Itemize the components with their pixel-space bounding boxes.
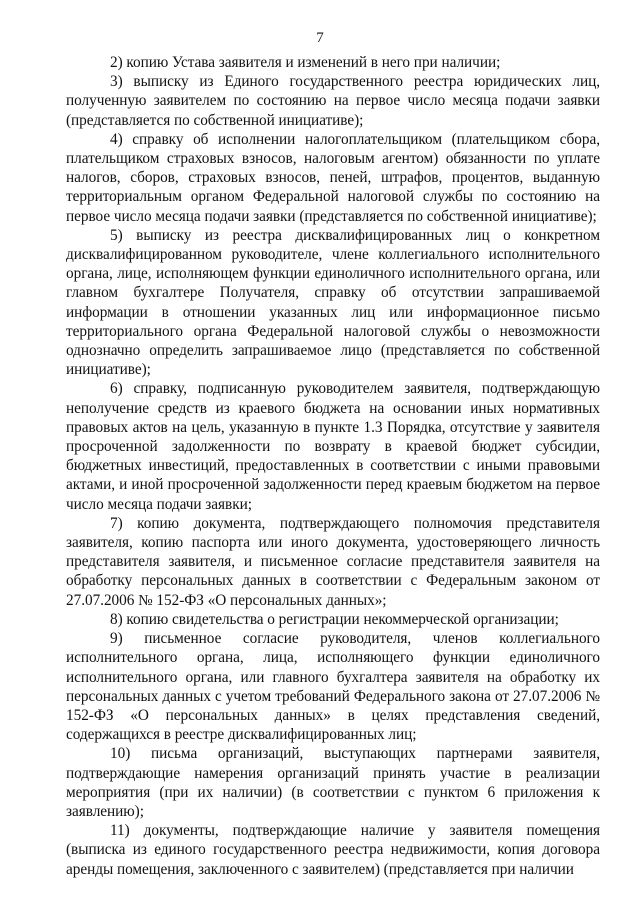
paragraph-item-10: 10) письма организаций, выступающих партнерами заявителя, подтверждающие намерения организаций принять участие в реализации мероприятия (при их наличии) (в соответствии с пунктом 6 приложения к заявлению);	[66, 745, 600, 820]
page-number: 7	[316, 30, 324, 46]
paragraph-item-6: 6) справку, подписанную руководителем заявителя, подтверждающую неполучение средств из краевого бюджета на основании иных нормативных правовых актов на цель, указанную в пункте 1.3 Порядка, отсутствие у заявителя просроченной задолженности по возврату в краевой бюджет субсидии, бюджетных инвестиций, предоставленных в соответствии с иными правовыми актами, и иной просроченной задолженности перед краевым бюджетом на первое число месяца подачи заявки;	[66, 380, 600, 513]
paragraph-item-11: 11) документы, подтверждающие наличие у заявителя помещения (выписка из единого государственного реестра недвижимости, копия договора аренды помещения, заключенного с заявителем) (представляется при наличии	[66, 822, 600, 878]
paragraph-item-9: 9) письменное согласие руководителя, членов коллегиального исполнительного органа, лица, исполняющего функции единоличного исполнительного органа, или главного бухгалтера заявителя на обработку их персональных данных с учетом требований Федерального закона от 27.07.2006 № 152-ФЗ «О персональных данных» в целях представления сведений, содержащихся в реестре дисквалифицированных лиц;	[66, 630, 600, 744]
paragraph-item-3: 3) выписку из Единого государственного реестра юридических лиц, полученную заявителем по состоянию на первое число месяца подачи заявки (представляется по собственной инициативе);	[66, 73, 600, 129]
paragraph-item-5: 5) выписку из реестра дисквалифицированных лиц о конкретном дисквалифицированном руководителе, члене коллегиального исполнительного органа, лице, исполняющем функции единоличного исполнительного органа, или главном бухгалтере Получателя, справку об отсутствии запрашиваемой информации в отношении указанных лиц или информационное письмо территориального органа Федеральной налоговой службы о невозможности однозначно определить запрашиваемое лицо (представляется по собственной инициативе);	[66, 226, 600, 379]
paragraph-item-7: 7) копию документа, подтверждающего полномочия представителя заявителя, копию паспорта или иного документа, удостоверяющего личность представителя заявителя, и письменное согласие представителя заявителя на обработку персональных данных в соответствии с Федеральным законом от 27.07.2006 № 152-ФЗ «О персональных данных»;	[66, 514, 600, 609]
paragraph-item-8: 8) копию свидетельства о регистрации некоммерческой организации;	[110, 610, 559, 628]
document-body	[66, 53, 600, 879]
paragraph-item-2: 2) копию Устава заявителя и изменений в него при наличии;	[110, 54, 501, 71]
paragraph-item-4: 4) справку об исполнении налогоплательщиком (плательщиком сбора, плательщиком страховых взносов, налоговым агентом) обязанности по уплате налогов, сборов, страховых взносов, пеней, штрафов, процентов, выданную территориальным органом Федеральной налоговой службы по состоянию на первое число месяца подачи заявки (представляется по собственной инициативе);	[66, 130, 600, 225]
